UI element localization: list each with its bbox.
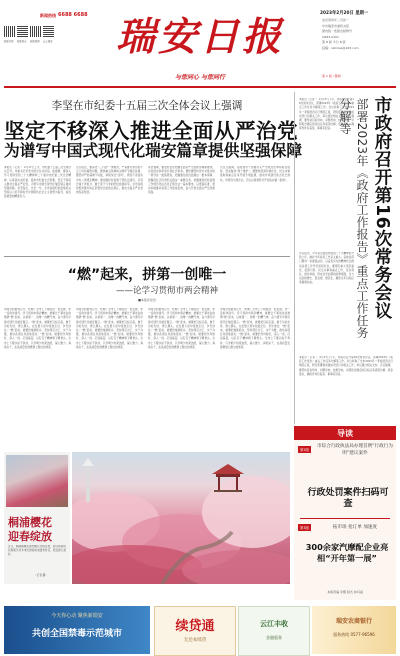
qr-caption: 云上瑞安 — [43, 40, 53, 43]
ad-banner[interactable] — [238, 606, 310, 656]
article-column: 本报讯（记者 ） 2月17日下午，市政府召开第16次常务会议，部署2023年《政府工作报告》重点工作任务分解等工作。会议听取了全市2023年一季度经济运行情况汇报，研究部署稳进提质攻坚行动相关工作，审议通过相关文件。会议强调，要坚持目标导向、问题导向、结果导向，对照报告确定的目标任务逐项分解、逐条落实，确保件件有着落、事事有回音。 — [299, 356, 393, 376]
guide-page-tag: 第2版 — [300, 448, 309, 452]
ad-banner[interactable] — [154, 606, 236, 656]
commentary-byline: ■本报评论员 — [138, 298, 156, 302]
ad-line: 服务热线 0577-96596 — [333, 632, 375, 637]
lead-kicker: 李坚在市纪委十五届三次全体会议上强调 — [51, 100, 243, 112]
masthead-divider — [4, 86, 396, 88]
info-line: 农历癸卯年二月初一 — [322, 18, 350, 22]
guide-label: 导读 — [337, 429, 353, 438]
cherry-blossom-photo — [72, 452, 290, 584]
ad-line: 金融服务 — [266, 635, 282, 640]
lead-headline-2: 为谱写中国式现代化瑞安篇章提供坚强保障 — [4, 141, 303, 160]
blossom-illustration — [72, 452, 290, 584]
guide-page-tag: 第3版 — [300, 526, 309, 530]
article-column: 会议还强调，各级领导干部要带头严守政治纪律和政治规矩，坚决做到“两个维护”。要聚焦营商环境优化、民生实事落地等重点任务开展专项监督，推动作风建设常态化长效化。市领导出席会议。会议以视频形式开到各乡镇（街道）。 — [220, 166, 290, 182]
guide-title: 行政处罚案件扫码可查 — [307, 488, 389, 509]
ad-line: 续贷通 — [175, 619, 215, 634]
ad-line: 今天你心动 聚焦新瑞安 — [51, 613, 103, 619]
article-column: 会议指出，今年是全面贯彻党的二十大精神的开局之年，做好今年政府工作意义重大。各地各部门要进一步提高站位，以奋发有为的精神状态推动各项工作开好局起好步。要紧盯重大项目建设、招商引资、民生实事等重点工作，压实责任、细化举措，形成比学赶超的浓厚氛围，全力以赴稳增长、促发展、惠民生，确保全年目标任务圆满完成。 — [299, 252, 354, 285]
commentary-subheadline: ——论学习贯彻市两会精神 — [115, 286, 218, 296]
article-column: 会议指出，要深化“三不腐”一体推进，严查群众身边的不正之风和腐败问题，聚焦重点领域和关键环节强化监督。要坚持严的基调不动摇，持续纠治“四风”，锲而不舍落实中央八项规定精神。要加强纪检监察干部队伍建设，打造忠诚干净担当、敢于善于斗争的纪检监察铁军。全市各级党组织要切实扛起管党治党政治责任，推动全面从严治党向纵深发展。 — [76, 166, 143, 195]
ad-line: 瑞安农商银行 — [335, 618, 372, 625]
guide-divider — [300, 518, 390, 519]
qr-caption: 瑞安新闻 — [30, 40, 40, 43]
hotline-number: 6688 6688 — [58, 12, 88, 18]
qr-caption: 瑞安日报 — [4, 40, 14, 43]
article-column: 本报讯（记者 ） 2月17日上午，市纪委十五届三次全体会议召开。市委书记李坚出席会议并讲话。他强调，要深入学习贯彻党的二十大精神和二十届中央纪委二次全会精神，认真落实省纪委、温州市纪委全会部署，坚定不移深入推进全面从严治党，为谱写中国式现代化瑞安篇章提供坚强保障。李坚指出，过去一年，全市各级纪检监察机关坚持以习近平新时代中国特色社会主义思想为指导，政治监督更加精准有力。 — [4, 166, 71, 199]
photo-caption-panel — [4, 452, 70, 584]
photo-title: 桐浦樱花 — [8, 516, 52, 529]
ad-strip — [0, 604, 400, 656]
article-column: 市两会的胜利召开，吹响了全市上下拼经济、抓发展、争一流的冲锋号。学习贯彻市两会精神，就要让干事创业的激情“燃”起来，以拼第一、创唯一的精气神，奋力谱写中国式现代化瑞安篇章。“燃”起来，就要把目标定高，敢于对标先进、勇立潮头，在发展大局中找准定位、争先进位；“燃”起来，就要把措施抓实，坚持项目为王、实干为要，推动各项任务落地落实；“燃”起来，就要把作风转好，深入一线、沉到基层，以钉钉子精神啃下硬骨头。全市上下要以时不我待、只争朝夕的紧迫感，凝心聚力、真抓实干，在高质量发展赛道上跑出加速度。 — [148, 308, 215, 349]
ad-banner[interactable] — [4, 606, 150, 654]
lead-story[interactable] — [4, 92, 303, 252]
guide-item[interactable] — [298, 444, 394, 514]
info-line: 投稿：ratimes@163.com — [322, 45, 359, 50]
qr-code-icon[interactable] — [4, 26, 15, 37]
ad-line: 共创全国禁毒示范城市 — [31, 629, 122, 639]
article-column: 李坚强调，要更加自觉把握全面从严治党新部署新要求，以党的自我革命引领社会革命。要把握坚持党中央集中统一领导这一最高原则，把握强化政治监督这一根本保障，把握深化正风肃纪反腐这一重要任务，把握推进纪检监察工作规范化法治化正规化这一基本要求，以更高标准、更实举措推动各项工作落地见效，奋力开创全面从严治党新局面。 — [148, 166, 215, 195]
photo-credit: （记者 摄） — [34, 574, 48, 577]
article-column: 市两会的胜利召开，吹响了全市上下拼经济、抓发展、争一流的冲锋号。学习贯彻市两会精神，就要让干事创业的激情“燃”起来，以拼第一、创唯一的精气神，奋力谱写中国式现代化瑞安篇章。“燃”起来，就要把目标定高，敢于对标先进、勇立潮头，在发展大局中找准定位、争先进位；“燃”起来，就要把措施抓实，坚持项目为王、实干为要，推动各项任务落地落实；“燃”起来，就要把作风转好，深入一线、沉到基层，以钉钉子精神啃下硬骨头。全市上下要以时不我待、只争朝夕的紧迫感，凝心聚力、真抓实干，在高质量发展赛道上跑出加速度。 — [220, 308, 290, 349]
masthead-slogan: 与您同心 与您同行 — [174, 74, 226, 81]
sidebar-story[interactable] — [294, 92, 397, 424]
info-line: CN33-0101 — [322, 34, 339, 39]
photo-thumbnail — [6, 455, 68, 507]
photo-title-2: 迎春绽放 — [8, 530, 52, 543]
issue-page: 第 1 版 / 要闻 — [322, 74, 341, 78]
guide-kicker: 拓市场 抢订单 加速度 — [332, 525, 378, 530]
masthead-title: 瑞安日报 — [115, 14, 284, 60]
issue-date: 2023年2月20日 星期一 — [320, 11, 369, 16]
guide-title: 300余家汽摩配企业亮相“开年第一展” — [305, 542, 389, 563]
divider — [4, 256, 290, 257]
sidebar-subheadline: 部署2023年《政府工作报告》重点工作任务分解等 — [338, 98, 369, 339]
article-column: 市两会的胜利召开，吹响了全市上下拼经济、抓发展、争一流的冲锋号。学习贯彻市两会精神，就要让干事创业的激情“燃”起来，以拼第一、创唯一的精气神，奋力谱写中国式现代化瑞安篇章。“燃”起来，就要把目标定高，敢于对标先进、勇立潮头，在发展大局中找准定位、争先进位；“燃”起来，就要把措施抓实，坚持项目为王、实干为要，推动各项任务落地落实；“燃”起来，就要把作风转好，深入一线、沉到基层，以钉钉子精神啃下硬骨头。全市上下要以时不我待、只争朝夕的紧迫感，凝心聚力、真抓实干，在高质量发展赛道上跑出加速度。 — [4, 308, 71, 349]
info-line: 国内统一连续出版物号 — [322, 29, 353, 33]
qr-code-icon[interactable] — [17, 26, 28, 37]
masthead — [0, 0, 400, 86]
ad-line: 云江丰收 — [260, 620, 288, 628]
guide-kicker: 市综合行政执法局办理首例“行政行为明”建议案件 — [317, 444, 393, 456]
guide-item[interactable] — [298, 522, 394, 586]
info-line: 中共瑞安市委机关报 — [322, 23, 350, 28]
photo-feature[interactable] — [4, 452, 290, 584]
lead-headline: 坚定不移深入推进全面从严治党 — [4, 119, 298, 143]
qr-code-icon[interactable] — [43, 26, 54, 37]
ad-line: 无还本续贷 — [183, 638, 207, 643]
info-line: 第 8 版 今日 8 版 — [322, 40, 346, 44]
ad-banner[interactable] — [312, 606, 396, 654]
qr-caption: 瑞安发布 — [17, 40, 27, 43]
article-column: 市两会的胜利召开，吹响了全市上下拼经济、抓发展、争一流的冲锋号。学习贯彻市两会精神，就要让干事创业的激情“燃”起来，以拼第一、创唯一的精气神，奋力谱写中国式现代化瑞安篇章。“燃”起来，就要把目标定高，敢于对标先进、勇立潮头，在发展大局中找准定位、争先进位；“燃”起来，就要把措施抓实，坚持项目为王、实干为要，推动各项任务落地落实；“燃”起来，就要把作风转好，深入一线、沉到基层，以钉钉子精神啃下硬骨头。全市上下要以时不我待、只争朝夕的紧迫感，凝心聚力、真抓实干，在高质量发展赛道上跑出加速度。 — [76, 308, 143, 349]
hotline-label: 新闻热线 — [40, 13, 56, 18]
commentary[interactable] — [4, 258, 290, 448]
article-column: 本报讯（记者 ） 2月17日下午，市政府召开第16次常务会议，部署2023年《政府工作报告》重点工作任务分解等工作。会议听取了全市2023年一季度经济运行情况汇报，研究部署稳进提质攻坚行动相关工作，审议通过相关文件。会议强调，要坚持目标导向、问题导向、结果导向，对照报告确定的目标任务逐项分解、逐条落实，确保件件有着落、事事有回音。 — [299, 98, 354, 131]
commentary-headline: “燃”起来，拼第一创唯一 — [67, 267, 227, 283]
page-credits: 本版责编 李娜 版式 林玛丽 — [327, 590, 363, 594]
guide-box[interactable] — [294, 426, 396, 600]
masthead-info — [322, 18, 398, 51]
qr-code-group — [4, 26, 54, 68]
sidebar-headline: 市政府召开第16次常务会议 — [372, 96, 392, 320]
photo-caption: 近日，桐浦镇樱花园内樱花竞相绽放，粉白相间的花海吸引众多市民游客前来踏青赏花，感受春日美好。 — [8, 545, 66, 557]
qr-code-icon[interactable] — [30, 26, 41, 37]
